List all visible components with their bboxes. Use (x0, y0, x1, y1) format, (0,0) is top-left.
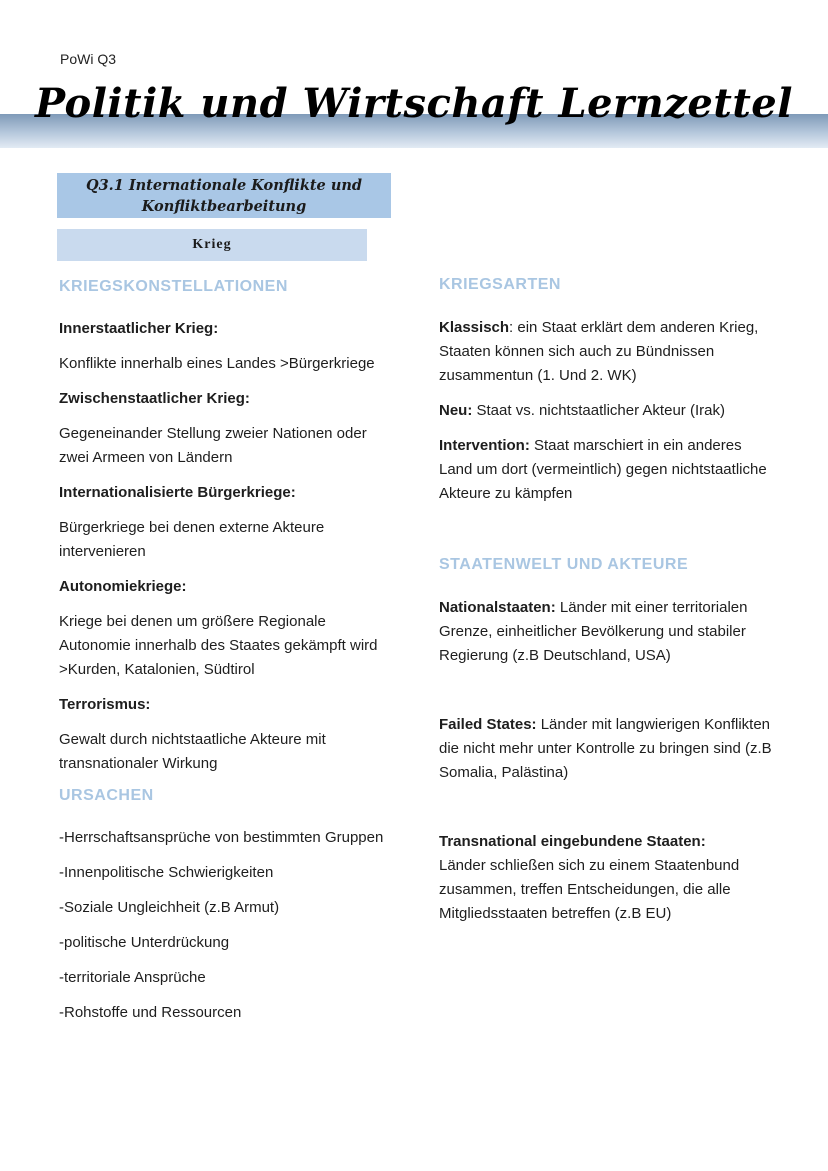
definition-entry (439, 713, 779, 785)
entry-term: Zwischenstaatlicher Krieg: (59, 390, 250, 407)
entry-term: Internationalisierte Bürgerkriege: (59, 484, 296, 501)
entry-term: Terrorismus: (59, 696, 151, 713)
course-label: PoWi Q3 (60, 51, 117, 67)
definition-entry (439, 596, 779, 668)
page-title: Politik und Wirtschaft Lernzettel (35, 80, 793, 127)
entry-term: Nationalstaaten: (439, 599, 556, 616)
entry-text: Kriege bei denen um größere Regionale Autonomie innerhalb des Staates gekämpft wird >Kurden, Katalonien, Südtirol (59, 613, 378, 678)
entry-text: Staat marschiert in ein anderes Land um dort (vermeintlich) gegen nichtstaatliche Akteure zu kämpfen (439, 437, 767, 502)
left-column (59, 278, 399, 1025)
list-item: -politische Unterdrückung (59, 934, 230, 951)
entry-text: Länder schließen sich zu einem Staatenbund zusammen, treffen Entscheidungen, die alle Mitgliedsstaaten betreffen (z.B EU) (439, 857, 740, 922)
entry-text: Gegeneinander Stellung zweier Nationen oder zwei Armeen von Ländern (59, 425, 367, 466)
definition-entry (439, 316, 779, 388)
entry-term: Neu: (439, 402, 473, 419)
entry-text: : ein Staat erklärt dem anderen Krieg, Staaten können sich auch zu Bündnissen zusammentun (1. Und 2. WK) (439, 319, 759, 384)
section-heading-kriegskonstellationen: KRIEGSKONSTELLATIONEN (59, 278, 288, 295)
chapter-title (57, 173, 391, 218)
list-item: -Soziale Ungleichheit (z.B Armut) (59, 899, 280, 916)
entry-term: Autonomiekriege: (59, 578, 187, 595)
right-column (439, 276, 779, 926)
list-item: -Herrschaftsansprüche von bestimmten Gruppen (59, 829, 384, 846)
definition-entry (439, 434, 779, 506)
entry-term: Innerstaatlicher Krieg: (59, 320, 219, 337)
entry-term: Failed States: (439, 716, 537, 733)
entry-text: Gewalt durch nichtstaatliche Akteure mit transnationaler Wirkung (59, 731, 326, 772)
section-heading-ursachen: URSACHEN (59, 787, 154, 804)
definition-entry (439, 399, 779, 423)
section-heading-kriegsarten: KRIEGSARTEN (439, 276, 561, 293)
entry-text: Länder mit einer territorialen Grenze, einheitlicher Bevölkerung und stabiler Regierung (z.B Deutschland, USA) (439, 599, 748, 664)
entry-term: Transnational eingebundene Staaten: (439, 833, 706, 850)
chapter-title-line1: Q3.1 Internationale Konflikte und (85, 177, 363, 194)
entry-text: Staat vs. nichtstaatlicher Akteur (Irak) (472, 402, 725, 419)
entry-text: Bürgerkriege bei denen externe Akteure intervenieren (59, 519, 325, 560)
list-item: -Innenpolitische Schwierigkeiten (59, 864, 274, 881)
section-heading-staatenwelt: STAATENWELT UND AKTEURE (439, 556, 689, 573)
list-item: -territoriale Ansprüche (59, 969, 206, 986)
list-item: -Rohstoffe und Ressourcen (59, 1004, 242, 1021)
topic-title: Krieg (57, 229, 367, 261)
entry-text: Konflikte innerhalb eines Landes >Bürgerkriege (59, 355, 375, 372)
entry-term: Intervention: (439, 437, 530, 454)
chapter-title-line2: Konfliktbearbeitung (141, 198, 307, 215)
entry-term: Klassisch (439, 319, 510, 336)
entry-text: Länder mit langwierigen Konflikten die nicht mehr unter Kontrolle zu bringen sind (z.B Somalia, Palästina) (439, 716, 772, 781)
